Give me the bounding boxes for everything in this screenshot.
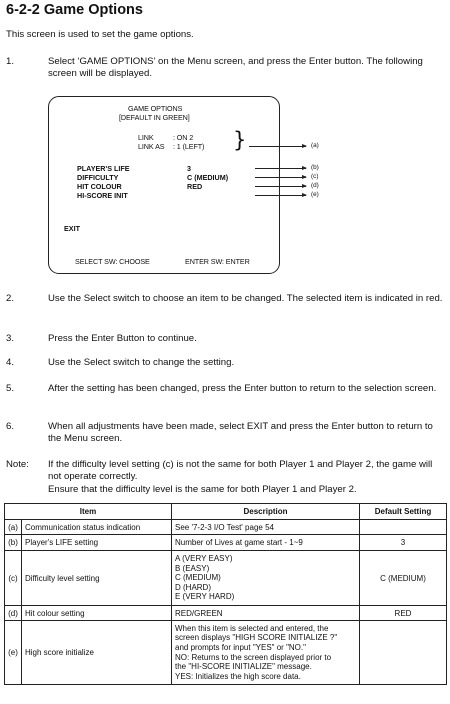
callout-label: (e) [311,191,319,198]
callout-label: (d) [311,182,319,189]
table-cell-item: Communication status indication [22,520,172,535]
callout-arrow-icon [302,193,307,197]
table-cell-default [360,520,447,535]
screen-link-value: : ON 2 [173,133,194,142]
description-line: A (VERY EASY) [175,554,233,564]
screen-row-label: HI-SCORE INIT [77,191,128,200]
step-number: 6. [6,421,15,432]
column-header: Item [5,504,172,520]
note-text: If the difficulty level setting (c) is not the same for both Player 1 and Player 2, the game will not operate correctly. [48,459,433,482]
description-line: When this item is selected and entered, the [175,623,329,633]
table-cell-default [360,621,447,685]
table-cell-description [172,551,360,606]
table-row [5,520,447,535]
screen-row-value: C (MEDIUM) [187,173,229,182]
column-header: Description [172,504,360,520]
table-cell-id: (a) [5,520,22,535]
step-text: Use the Select switch to change the setting. [48,357,235,368]
table-cell-default: C (MEDIUM) [360,551,447,606]
screen-row-label: DIFFICULTY [77,173,119,182]
step-number: 3. [6,333,15,344]
callout-line [255,186,306,187]
table-row [5,606,447,621]
description-line: and prompts for input "YES" or "NO." [175,642,306,652]
callout-line [255,195,306,196]
screen-link-label: LINK [138,133,154,142]
table-cell-item: Player's LIFE setting [22,535,172,551]
description-line: E (VERY HARD) [175,592,235,602]
table-row [5,551,447,606]
description-line: NO: Returns to the screen displayed prior to [175,652,332,662]
table-cell-default: RED [360,606,447,621]
callout-line [255,168,306,169]
column-header: Default Setting [360,504,447,520]
table-cell-item: High score initialize [22,621,172,685]
screen-brace: } [233,128,247,152]
note-text: Ensure that the difficulty level is the same for both Player 1 and Player 2. [48,484,357,495]
table-cell-id: (b) [5,535,22,551]
table-cell-description [172,621,360,685]
step-text: After the setting has been changed, press the Enter button to return to the selection screen. [48,383,437,394]
screen-footer-left: SELECT SW: CHOOSE [75,257,150,266]
table-row [5,535,447,551]
screen-title: GAME OPTIONS [128,104,183,113]
screen-row-label: PLAYER'S LIFE [77,164,130,173]
screen-linkas-label: LINK AS [138,142,165,151]
options-table [4,503,447,685]
table-cell-id: (e) [5,621,22,685]
table-cell-description: RED/GREEN [172,606,360,621]
table-cell-item: Difficulty level setting [22,551,172,606]
screen-row-value: 3 [187,164,191,173]
step-text: Press the Enter Button to continue. [48,333,197,344]
step-text: Use the Select switch to choose an item to be changed. The selected item is indicated in red. [48,293,443,304]
callout-label: (b) [311,164,319,171]
intro-text: This screen is used to set the game options. [6,29,194,40]
table-row [5,621,447,685]
description-line: B (EASY) [175,563,210,573]
step-number: 2. [6,293,15,304]
step-text: Select ‘GAME OPTIONS’ on the Menu screen, and press the Enter button. The following screen will be displayed. [48,56,423,79]
callout-line [255,177,306,178]
screen-row-label: HIT COLOUR [77,182,122,191]
description-line: C (MEDIUM) [175,573,221,583]
screen-exit: EXIT [64,224,80,233]
table-cell-description: Number of Lives at game start - 1~9 [172,535,360,551]
description-line: screen displays "HIGH SCORE INITIALIZE ?" [175,633,338,643]
step-number: 1. [6,56,15,67]
callout-arrow-icon [302,144,307,148]
screen-footer-right: ENTER SW: ENTER [185,257,250,266]
table-cell-item: Hit colour setting [22,606,172,621]
step-number: 5. [6,383,15,394]
screen-row-value: RED [187,182,203,191]
screen-linkas-value: : 1 (LEFT) [173,142,205,151]
description-line: D (HARD) [175,582,211,592]
step-number: 4. [6,357,15,368]
description-line: YES: Initializes the high score data. [175,671,301,681]
screen-subtitle: [DEFAULT IN GREEN] [119,113,190,122]
table-cell-default: 3 [360,535,447,551]
callout-line [249,146,306,147]
table-cell-id: (d) [5,606,22,621]
table-header-row [5,504,447,520]
callout-arrow-icon [302,184,307,188]
table-cell-description: See '7-2-3 I/O Test' page 54 [172,520,360,535]
callout-label: (a) [311,142,319,149]
callout-arrow-icon [302,175,307,179]
table-cell-id: (c) [5,551,22,606]
section-title: 6-2-2 Game Options [6,2,143,18]
callout-label: (c) [311,173,319,180]
step-text: When all adjustments have been made, select EXIT and press the Enter button to return to the Menu screen. [48,421,433,444]
note-label: Note: [6,459,29,470]
description-line: the "HI-SCORE INITIALIZE" message. [175,662,312,672]
callout-arrow-icon [302,166,307,170]
